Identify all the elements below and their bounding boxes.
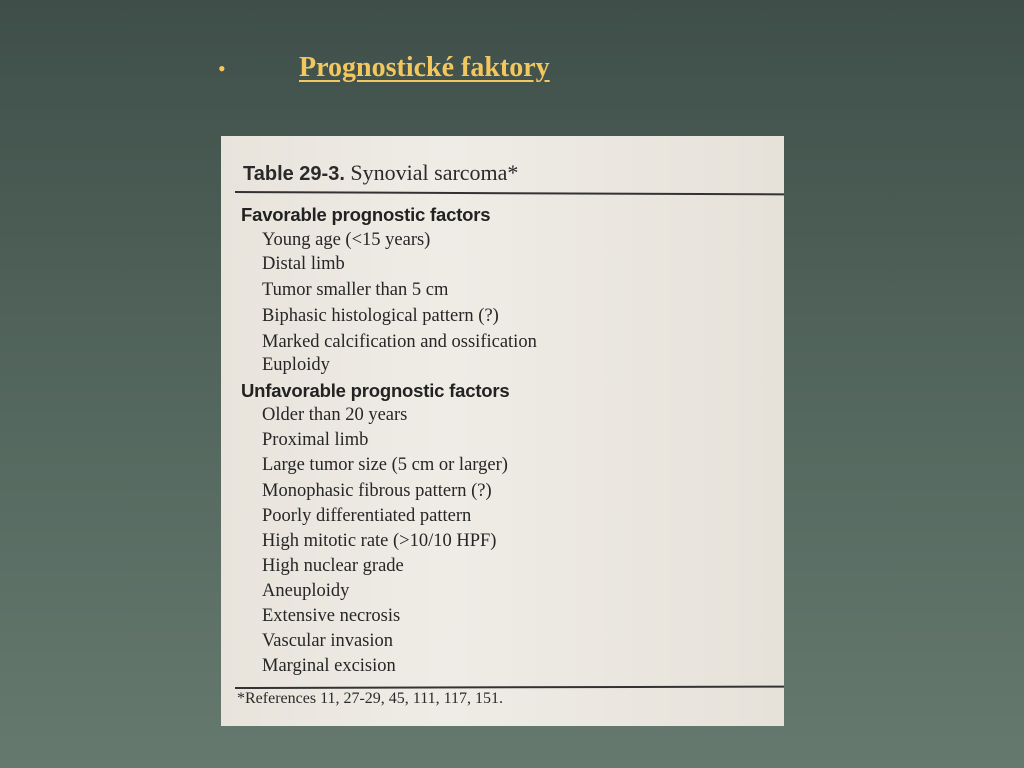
table-bottom-rule — [235, 686, 784, 689]
unfavorable-item: Poorly differentiated pattern — [262, 506, 472, 526]
table-caption: Synovial sarcoma* — [350, 160, 519, 185]
table-heading — [243, 160, 518, 186]
unfavorable-heading: Unfavorable prognostic factors — [241, 380, 510, 401]
table-footnote: *References 11, 27-29, 45, 111, 117, 151. — [237, 690, 504, 707]
favorable-item: Distal limb — [262, 254, 345, 274]
unfavorable-item: Monophasic fibrous pattern (?) — [262, 481, 492, 501]
favorable-item: Marked calcification and ossification — [262, 332, 537, 352]
title-bullet: • — [218, 56, 226, 81]
slide-title: Prognostické faktory — [299, 52, 550, 83]
favorable-item: Euploidy — [262, 355, 330, 375]
favorable-item: Biphasic histological pattern (?) — [262, 306, 499, 326]
unfavorable-item: Aneuploidy — [262, 581, 350, 601]
unfavorable-item: Vascular invasion — [262, 631, 394, 651]
unfavorable-item: Large tumor size (5 cm or larger) — [262, 455, 508, 475]
unfavorable-item: High mitotic rate (>10/10 HPF) — [262, 531, 497, 551]
favorable-heading: Favorable prognostic factors — [241, 204, 491, 225]
favorable-item: Young age (<15 years) — [262, 230, 431, 250]
table-top-rule — [235, 191, 784, 195]
favorable-item: Tumor smaller than 5 cm — [262, 280, 449, 300]
scanned-table-image — [221, 136, 784, 726]
table-number: Table 29-3. — [243, 163, 345, 185]
unfavorable-item: Proximal limb — [262, 430, 369, 450]
unfavorable-item: Marginal excision — [262, 656, 396, 676]
unfavorable-item: Older than 20 years — [262, 405, 408, 425]
unfavorable-item: Extensive necrosis — [262, 606, 401, 626]
unfavorable-item: High nuclear grade — [262, 556, 404, 576]
